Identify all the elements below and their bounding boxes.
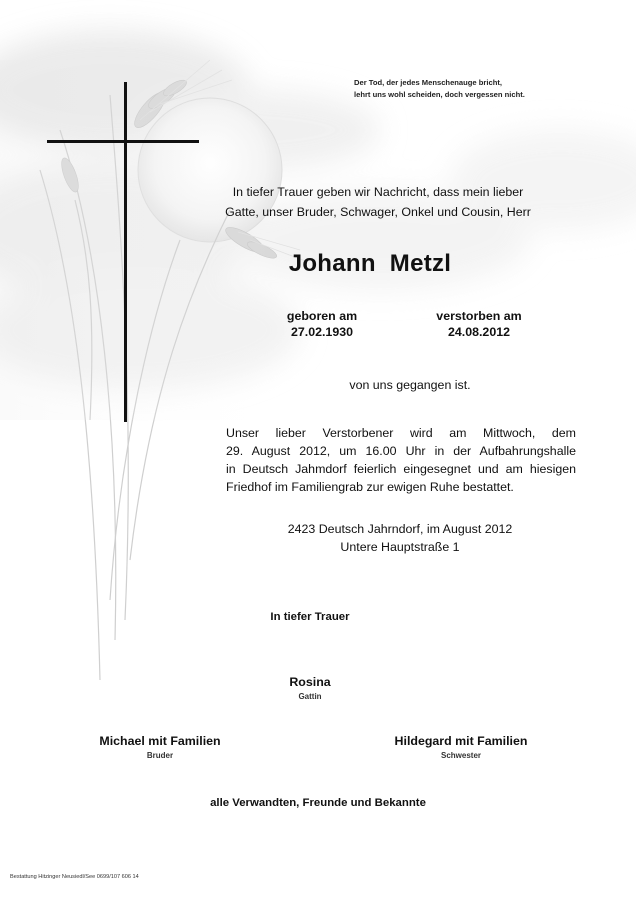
passed-away-text: von uns gegangen ist. [349,378,471,392]
funeral-line-1: Unser lieber Verstorbener wird am Mittwoch, dem [226,426,576,440]
died-date: 24.08.2012 [447,325,510,339]
mourner-relation: Gattin [298,692,322,701]
funeral-line-3: in Deutsch Jahmdorf feierlich eingesegnet und am hiesigen [226,462,576,476]
mourning-heading: In tiefer Trauer [270,611,350,623]
other-mourners: alle Verwandten, Freunde und Bekannte [210,797,426,809]
funeral-home-footer: Bestattung Hitzinger Neusiedl/See 0699/107 606 14 [10,874,139,880]
born-date: 27.02.1930 [290,325,353,339]
memorial-quote [354,77,525,101]
address-line: Untere Hauptstraße 1 [340,540,460,554]
quote-line-1: Der Tod, der jedes Menschenauge bricht, [354,78,502,87]
cross-icon [124,82,127,422]
mourner-relation: Bruder [146,751,174,760]
funeral-details [226,424,576,496]
announcement-intro [160,182,596,222]
mourner-michael [80,734,240,760]
quote-line-2: lehrt uns wohl scheiden, doch vergessen nicht. [354,90,525,99]
deceased-name: Johann Metzl [288,250,452,277]
died-label: verstorben am [436,309,522,323]
mourner-hildegard [366,734,556,760]
intro-line-1: In tiefer Trauer geben wir Nachricht, dass mein lieber [232,185,524,199]
place-and-date [230,520,570,556]
death-info [414,308,544,340]
mourner-rosina [250,675,370,701]
mourner-relation: Schwester [440,751,482,760]
mourner-name: Hildegard mit Familien [394,734,528,748]
funeral-line-2: 29. August 2012, um 16.00 Uhr in der Aufbahrungshalle [226,444,576,458]
mourner-name: Michael mit Familien [99,734,221,748]
funeral-line-4: Friedhof im Familiengrab zur ewigen Ruhe bestattet. [226,480,514,494]
intro-line-2: Gatte, unser Bruder, Schwager, Onkel und Cousin, Herr [225,205,531,219]
birth-info [262,308,382,340]
born-label: geboren am [286,309,358,323]
mourner-name: Rosina [289,675,331,689]
place-line-1: 2423 Deutsch Jahrndorf, im August 2012 [287,522,513,536]
